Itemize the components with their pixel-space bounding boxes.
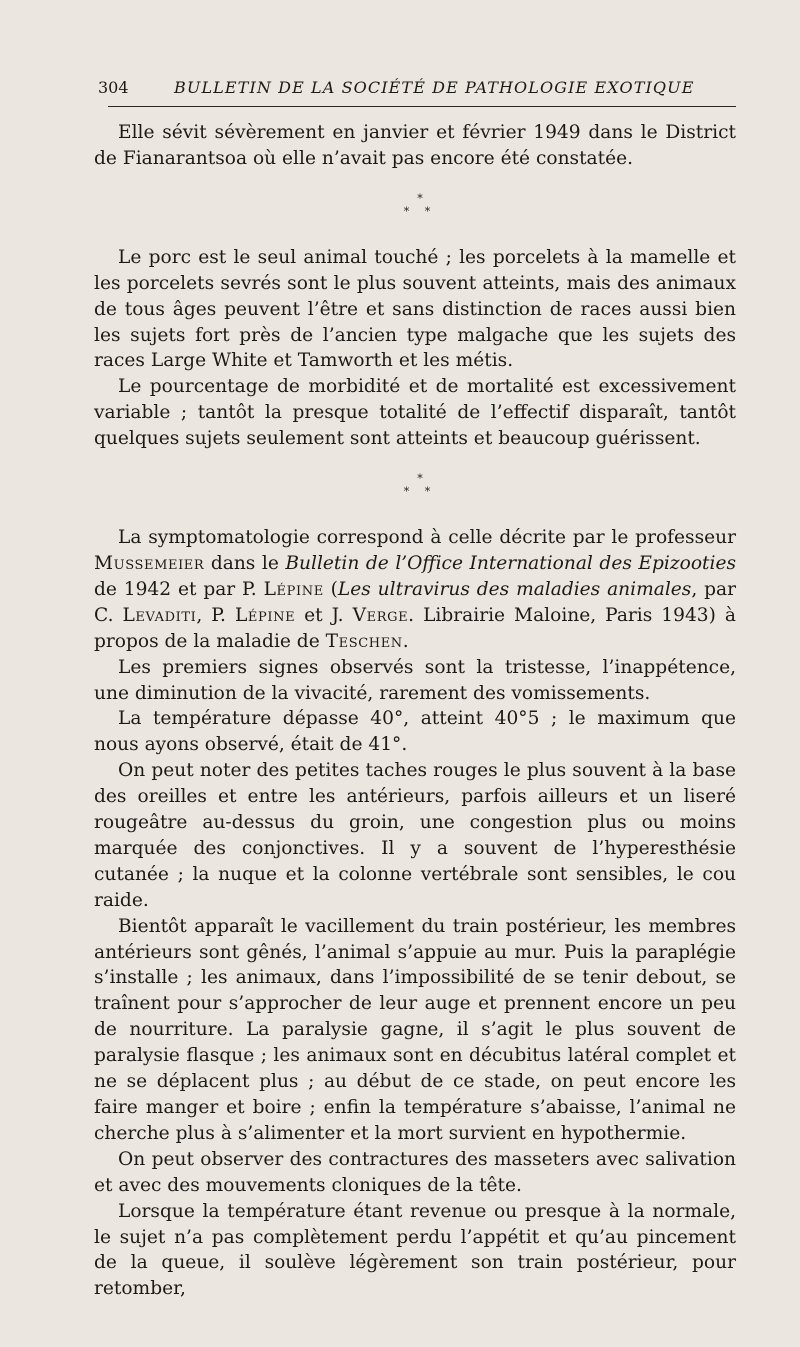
asterism-star-bottom: * * [403, 485, 437, 499]
article-body [94, 120, 736, 1302]
p4-text-9: . [402, 630, 409, 652]
paragraph-5: Les premiers signes observés sont la tristesse, l’inappétence, une diminution de la vivacité, rarement des vomissements. [94, 656, 736, 704]
p4-text-2: dans le [204, 552, 286, 574]
paragraph-2: Le porc est le seul animal touché ; les porcelets à la mamelle et les porcelets sevrés sont le plus souvent atteints, mais des animaux de tous âges peuvent l’être et sans distinction de races aussi bien les sujets fort près de l’ancien type malgache que les sujets des races Large White et Tamworth et les métis. [94, 246, 736, 372]
author-name-lepine-2: Lépine [234, 604, 296, 626]
book-title: Les ultravirus des maladies animales [337, 578, 692, 600]
paragraph-1: Elle sévit sévèrement en janvier et février 1949 dans le District de Fianarantsoa où elle n’avait pas encore été constatée. [94, 122, 736, 169]
running-head: BULLETIN DE LA SOCIÉTÉ DE PATHOLOGIE EXOTIQUE [174, 78, 695, 97]
author-name-lepine: Lépine [263, 578, 324, 600]
p4-text-5: , par C. [94, 578, 736, 626]
header-rule [108, 106, 736, 107]
paragraph-8: Bientôt apparaît le vacillement du train postérieur, les membres antérieurs sont gênés, l’animal s’appuie au mur. Puis la paraplégie s’installe ; les animaux, dans l’impossibilité de se tenir debout, se traînent pour s’approcher de leur auge et prennent encore un peu de nourriture. La paralysie gagne, il s’agit le plus souvent de paralysie flasque ; les animaux sont en décubitus latéral complet et ne se déplacent plus ; au début de ce stade, on peut encore les faire manger et boire ; enfin la température s’abaisse, l’animal ne cherche plus à s’alimenter et la mort survient en hypothermie. [94, 915, 736, 1144]
asterism-star-top: * [417, 191, 423, 205]
section-break-asterism [94, 172, 736, 245]
paragraph-4 [94, 525, 736, 655]
paragraph-10: Lorsque la température étant revenue ou presque à la normale, le sujet n’a pas complètement perdu l’appétit et qu’au pincement de la queue, il soulève légèrement son train postérieur, pour retomber, [94, 1200, 736, 1300]
author-name-verge: Verge [352, 604, 409, 626]
p4-text-6: , P. [196, 604, 235, 626]
disease-name-teschen: Teschen [325, 630, 403, 652]
asterism-star-top: * [417, 472, 423, 486]
paragraph-6: La température dépasse 40°, atteint 40°5 ; le maximum que nous ayons observé, était de 41°. [94, 708, 736, 756]
p4-text-1: La symptomatologie correspond à celle décrite par le professeur [118, 527, 736, 549]
paragraph-7: On peut noter des petites taches rouges le plus souvent à la base des oreilles et entre les antérieurs, parfois ailleurs et un liseré rougeâtre au-dessus du groin, une congestion plus ou moins marquée des conjonctives. Il y a souvent de l’hyperesthésie cutanée ; la nuque et la colonne vertébrale sont sensibles, le cou raide. [94, 760, 736, 911]
paragraph-9: On peut observer des contractures des masseters avec salivation et avec des mouvements cloniques de la tête. [94, 1148, 736, 1196]
author-name-mussemeier: Mussemeier [94, 552, 205, 574]
asterism-star-bottom: * * [403, 204, 437, 218]
paragraph-3: Le pourcentage de morbidité et de mortalité est excessivement variable ; tantôt la presque totalité de l’effectif disparaît, tantôt quelques sujets seulement sont atteints et beaucoup guérissent. [94, 376, 736, 450]
author-name-levaditi: Levaditi [122, 604, 197, 626]
p4-text-4: ( [323, 578, 338, 600]
page-header [98, 78, 735, 104]
p4-text-7: et J. [295, 604, 353, 626]
section-break-asterism-2 [94, 452, 736, 525]
page-number: 304 [98, 78, 129, 97]
p4-text-8: . Librairie Maloine, Paris 1943) à propos de la maladie de [94, 604, 736, 652]
p4-text-3: de 1942 et par P. [94, 578, 264, 600]
journal-title: Bulletin de l’Office International des Epizooties [285, 552, 736, 574]
